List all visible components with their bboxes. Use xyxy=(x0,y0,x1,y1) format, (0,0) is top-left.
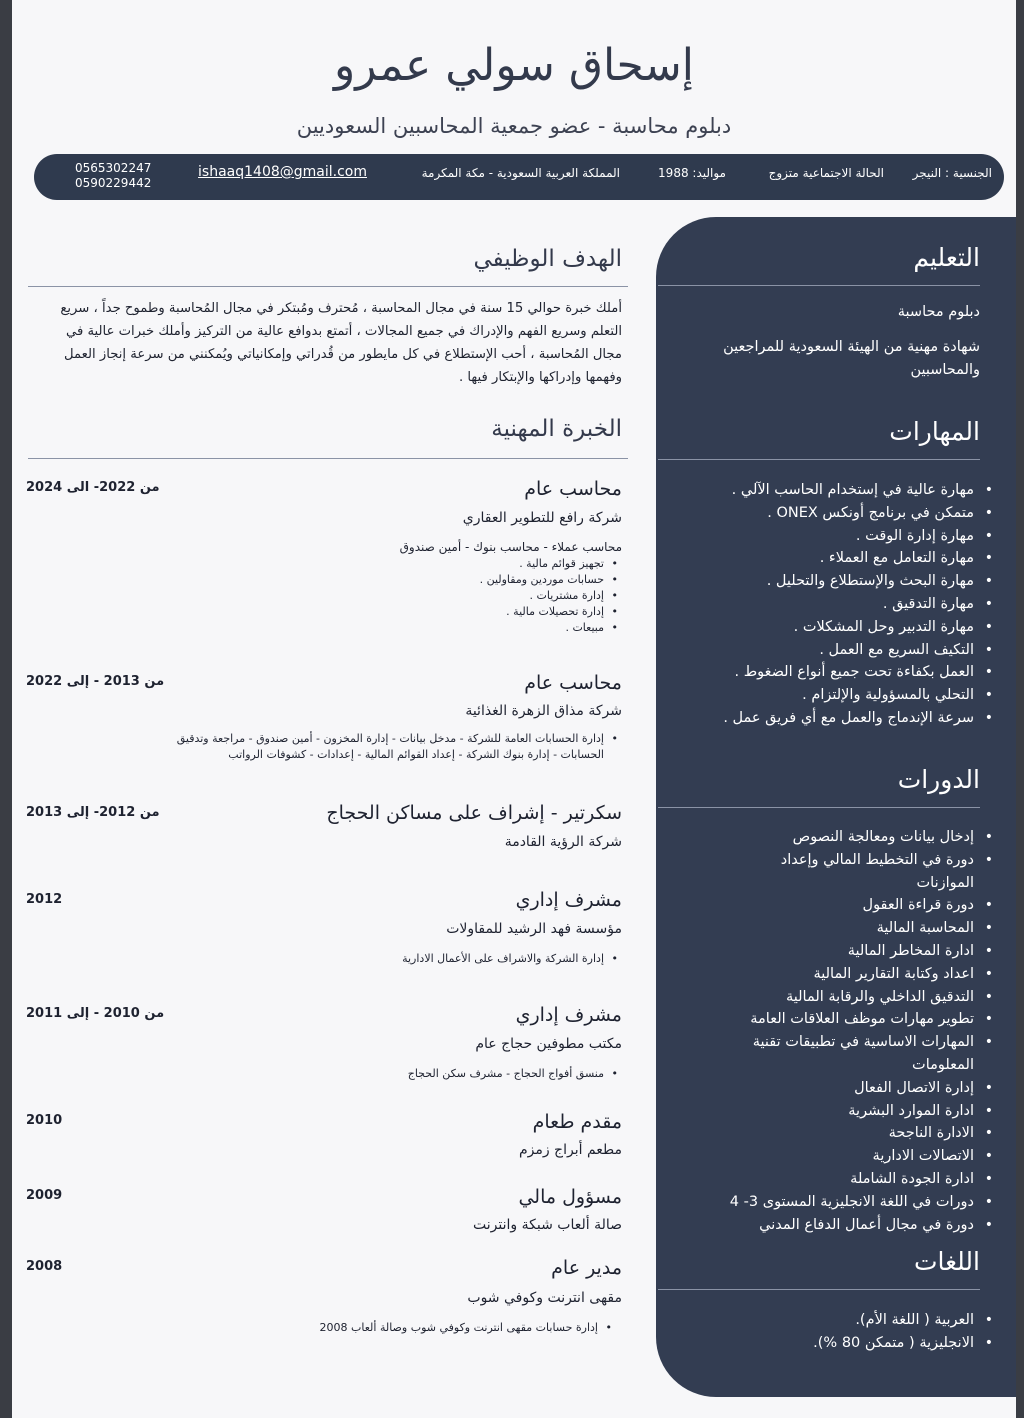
candidate-subtitle: دبلوم محاسبة - عضو جمعية المحاسبين السعوديين xyxy=(296,114,732,138)
course-item: • إدخال بيانات ومعالجة النصوص xyxy=(726,826,976,849)
job-duties xyxy=(480,556,604,636)
course-item: • دورات في اللغة الانجليزية المستوى 3- 4 xyxy=(726,1191,976,1214)
job-duties xyxy=(320,1320,598,1336)
job-title: سكرتير - إشراف على مساكن الحجاج xyxy=(326,802,622,824)
job-company: صالة ألعاب شبكة وانترنت xyxy=(473,1217,622,1233)
course-item: • المهارات الاساسية في تطبيقات تقنية المعلومات xyxy=(726,1031,976,1077)
job-date: من 2012- إلى 2013 xyxy=(26,805,160,820)
candidate-name: إسحاق سولي عمرو xyxy=(334,40,694,91)
course-item: • إدارة الاتصال الفعال xyxy=(726,1077,976,1100)
skill-item: • مهارة عالية في إستخدام الحاسب الآلي . xyxy=(686,479,976,502)
job-date: من 2010 - إلى 2011 xyxy=(26,1006,165,1021)
job-company: مكتب مطوفين حجاج عام xyxy=(475,1036,622,1052)
course-item: • ادارة الجودة الشاملة xyxy=(726,1168,976,1191)
marital-status: الحالة الاجتماعية متزوج xyxy=(768,166,884,180)
email-link[interactable]: ishaaq1408@gmail.com xyxy=(198,164,367,180)
duty-item: • إدارة تحصيلات مالية . xyxy=(480,604,604,620)
course-item: • تطوير مهارات موظف العلاقات العامة xyxy=(726,1008,976,1031)
job-company: مطعم أبراج زمزم xyxy=(518,1142,622,1158)
duty-item: • إدارة الحسابات العامة للشركة - مدخل بيانات - إدارة المخزون - أمين صندوق - مراجعة وتدقيق الحسابات - إدارة بنوك الشركة - إعداد القوائم المالية - إعدادات - كشوفات الرواتب xyxy=(134,731,604,763)
job-date: 2008 xyxy=(26,1259,63,1274)
skill-item: • العمل بكفاءة تحت جميع أنواع الضغوط . xyxy=(686,661,976,684)
job-title: مسؤول مالي xyxy=(518,1186,622,1208)
duty-item: • حسابات موردين ومقاولين . xyxy=(480,572,604,588)
job-date: 2009 xyxy=(26,1188,63,1203)
duty-item: • إدارة الشركة والاشراف على الأعمال الادارية xyxy=(402,951,604,967)
course-item: • ادارة المخاطر المالية xyxy=(726,940,976,963)
divider xyxy=(658,285,980,286)
skills-list xyxy=(686,479,976,730)
course-item: • دورة قراءة العقول xyxy=(726,894,976,917)
duty-item: • تجهيز قوائم مالية . xyxy=(480,556,604,572)
job-duties xyxy=(134,731,604,763)
nationality: الجنسية : النيجر xyxy=(912,166,992,180)
birth-year: مواليد: 1988 xyxy=(658,166,726,180)
sidebar xyxy=(656,217,1016,1397)
course-item: • دورة في مجال أعمال الدفاع المدني xyxy=(726,1214,976,1237)
education-detail: شهادة مهنية من الهيئة السعودية للمراجعين والمحاسبين xyxy=(723,339,980,378)
languages-heading: اللغات xyxy=(913,1247,980,1276)
job-date: 2012 xyxy=(26,892,63,907)
skills-heading: المهارات xyxy=(889,417,980,446)
job-title: مشرف إداري xyxy=(515,1004,622,1026)
job-title: مشرف إداري xyxy=(515,889,622,911)
job-title: مدير عام xyxy=(551,1257,622,1279)
skill-item: • مهارة التعامل مع العملاء . xyxy=(686,547,976,570)
phone-1: 0565302247 xyxy=(75,161,152,175)
divider xyxy=(658,807,980,808)
course-item: • الاتصالات الادارية xyxy=(726,1145,976,1168)
job-duties xyxy=(408,1066,604,1082)
job-company: شركة مذاق الزهرة الغذائية xyxy=(465,703,622,719)
languages-list xyxy=(686,1309,976,1355)
job-company: شركة رافع للتطوير العقاري xyxy=(462,510,622,526)
skill-item: • مهارة إدارة الوقت . xyxy=(686,525,976,548)
job-date: 2010 xyxy=(26,1113,63,1128)
job-title: محاسب عام xyxy=(524,478,622,500)
location: المملكة العربية السعودية - مكة المكرمة xyxy=(421,166,620,180)
skill-item: • التكيف السريع مع العمل . xyxy=(686,639,976,662)
skill-item: • متمكن في برنامج أونكس ONEX . xyxy=(686,502,976,525)
divider xyxy=(28,286,628,287)
course-item: • ادارة الموارد البشرية xyxy=(726,1100,976,1123)
job-company: مقهى انترنت وكوفي شوب xyxy=(467,1290,622,1306)
phone-2: 0590229442 xyxy=(75,176,152,190)
courses-list xyxy=(726,826,976,1236)
skill-item: • مهارة التدقيق . xyxy=(686,593,976,616)
job-date: من 2022- الى 2024 xyxy=(26,480,160,495)
resume-page xyxy=(12,0,1016,1418)
course-item: • التدقيق الداخلي والرقابة المالية xyxy=(726,986,976,1009)
objective-heading: الهدف الوظيفي xyxy=(473,246,622,272)
job-title: محاسب عام xyxy=(524,672,622,694)
objective-text: أملك خبرة حوالي 15 سنة في مجال المحاسبة ، مُحترف ومُبتكر في مجال المُحاسبة وطموح جداً ، سريع التعلم وسريع الفهم والإدراك في جميع المجالات ، أتمتع بدوافع عالية من التركيز وأملك خبرات عالية في مجال المُحاسبة ، أحب الإستطلاع في كل مايطور من قُدراتي وإمكانياتي ويُمكنني من سرعة إنجاز العمل وفهمها وإدراكها والإبتكار فيها . xyxy=(60,301,622,385)
skill-item: • مهارة التدبير وحل المشكلات . xyxy=(686,616,976,639)
course-item: • المحاسبة المالية xyxy=(726,917,976,940)
courses-heading: الدورات xyxy=(897,765,980,794)
course-item: • الادارة الناجحة xyxy=(726,1122,976,1145)
job-date: من 2013 - إلى 2022 xyxy=(26,674,165,689)
experience-heading: الخبرة المهنية xyxy=(491,416,622,442)
duty-item: • إدارة مشتريات . xyxy=(480,588,604,604)
duty-item: • مبيعات . xyxy=(480,620,604,636)
main-column xyxy=(12,0,652,1418)
course-item: • اعداد وكتابة التقارير المالية xyxy=(726,963,976,986)
language-item: • العربية ( اللغة الأم). xyxy=(686,1309,976,1332)
education-heading: التعليم xyxy=(913,243,980,272)
divider xyxy=(28,458,628,459)
skill-item: • التحلي بالمسؤولية والإلتزام . xyxy=(686,684,976,707)
job-title: مقدم طعام xyxy=(532,1111,622,1133)
skill-item: • سرعة الإندماج والعمل مع أي فريق عمل . xyxy=(686,707,976,730)
job-role: محاسب عملاء - محاسب بنوك - أمين صندوق xyxy=(399,540,622,554)
duty-item: • منسق أفواج الحجاج - مشرف سكن الحجاج xyxy=(408,1066,604,1082)
language-item: • الانجليزية ( متمكن 80 %). xyxy=(686,1332,976,1355)
course-item: • دورة في التخطيط المالي وإعداد الموازنات xyxy=(726,849,976,895)
divider xyxy=(658,459,980,460)
education-degree: دبلوم محاسبة xyxy=(897,304,980,320)
skill-item: • مهارة البحث والإستطلاع والتحليل . xyxy=(686,570,976,593)
duty-item: • إدارة حسابات مقهى انترنت وكوفي شوب وصالة ألعاب 2008 xyxy=(320,1320,598,1336)
divider xyxy=(658,1289,980,1290)
job-duties xyxy=(402,951,604,967)
job-company: مؤسسة فهد الرشيد للمقاولات xyxy=(446,921,622,937)
job-company: شركة الرؤية القادمة xyxy=(504,834,622,850)
